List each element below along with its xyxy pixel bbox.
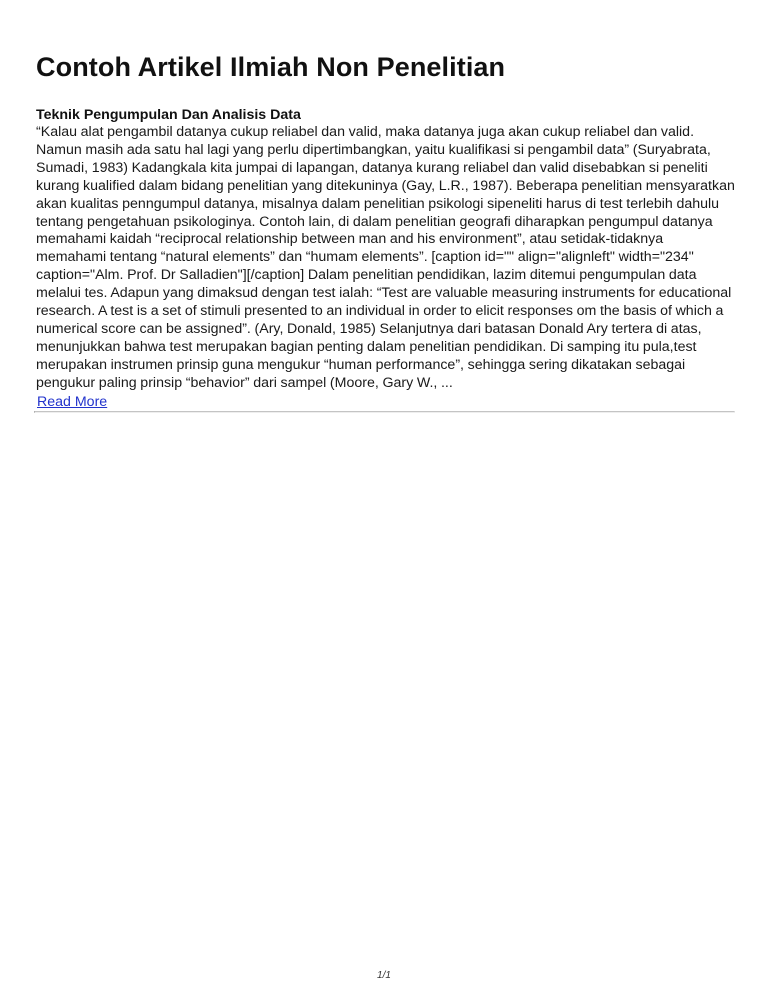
article-heading: Teknik Pengumpulan Dan Analisis Data <box>36 107 301 123</box>
page-number: 1/1 <box>377 970 391 981</box>
read-more-link[interactable]: Read More <box>37 393 108 410</box>
divider <box>34 411 735 413</box>
page-title: Contoh Artikel Ilmiah Non Penelitian <box>36 52 506 82</box>
article-body: “Kalau alat pengambil datanya cukup reliabel dan valid, maka datanya juga akan cukup reliabel dan valid. Namun masih ada satu hal lagi yang perlu dipertimbangkan, yaitu kualifikasi si pengambil data” (Suryabrata, Sumadi, 1983) Kadangkala kita jumpai di lapangan, datanya kurang reliabel dan valid disebabkan si peneliti kurang kualified dalam bidang penelitian yang ditekuninya (Gay, L.R., 1987). Beberapa penelitian mensyaratkan akan kualitas penngumpul datanya, misalnya dalam penelitian psikologi sipeneliti harus di test terlebih dahulu tentang pengetahuan psikologinya. Contoh lain, di dalam penelitian geografi diharapkan pengumpul datanya memahami kaidah “reciprocal relationship between man and his environment”, atau setidak-tidaknya memahami tentang “natural elements” dan “humam elements”. [caption id="" align="alignleft" width="234" caption="Alm. Prof. Dr Salladien"][/caption] Dalam penelitian pendidikan, lazim ditemui pengumpulan data melalui tes. Adapun yang dimaksud dengan test ialah: “Test are valuable measuring instruments for educational research. A test is a set of stimuli presented to an individual in order to elicit responses om the basis of which a numerical score can be assigned”. (Ary, Donald, 1985) Selanjutnya dari batasan Donald Ary tertera di atas, menunjukkan bahwa test merupakan bagian penting dalam penelitian pendidikan. Di samping itu pula,test merupakan instrumen prinsip guna mengukur “human performance”, sehingga sering dikatakan sebagai pengukur paling prinsip “behavior” dari sampel (Moore, Gary W., ... <box>36 124 735 391</box>
article-excerpt <box>36 106 736 411</box>
